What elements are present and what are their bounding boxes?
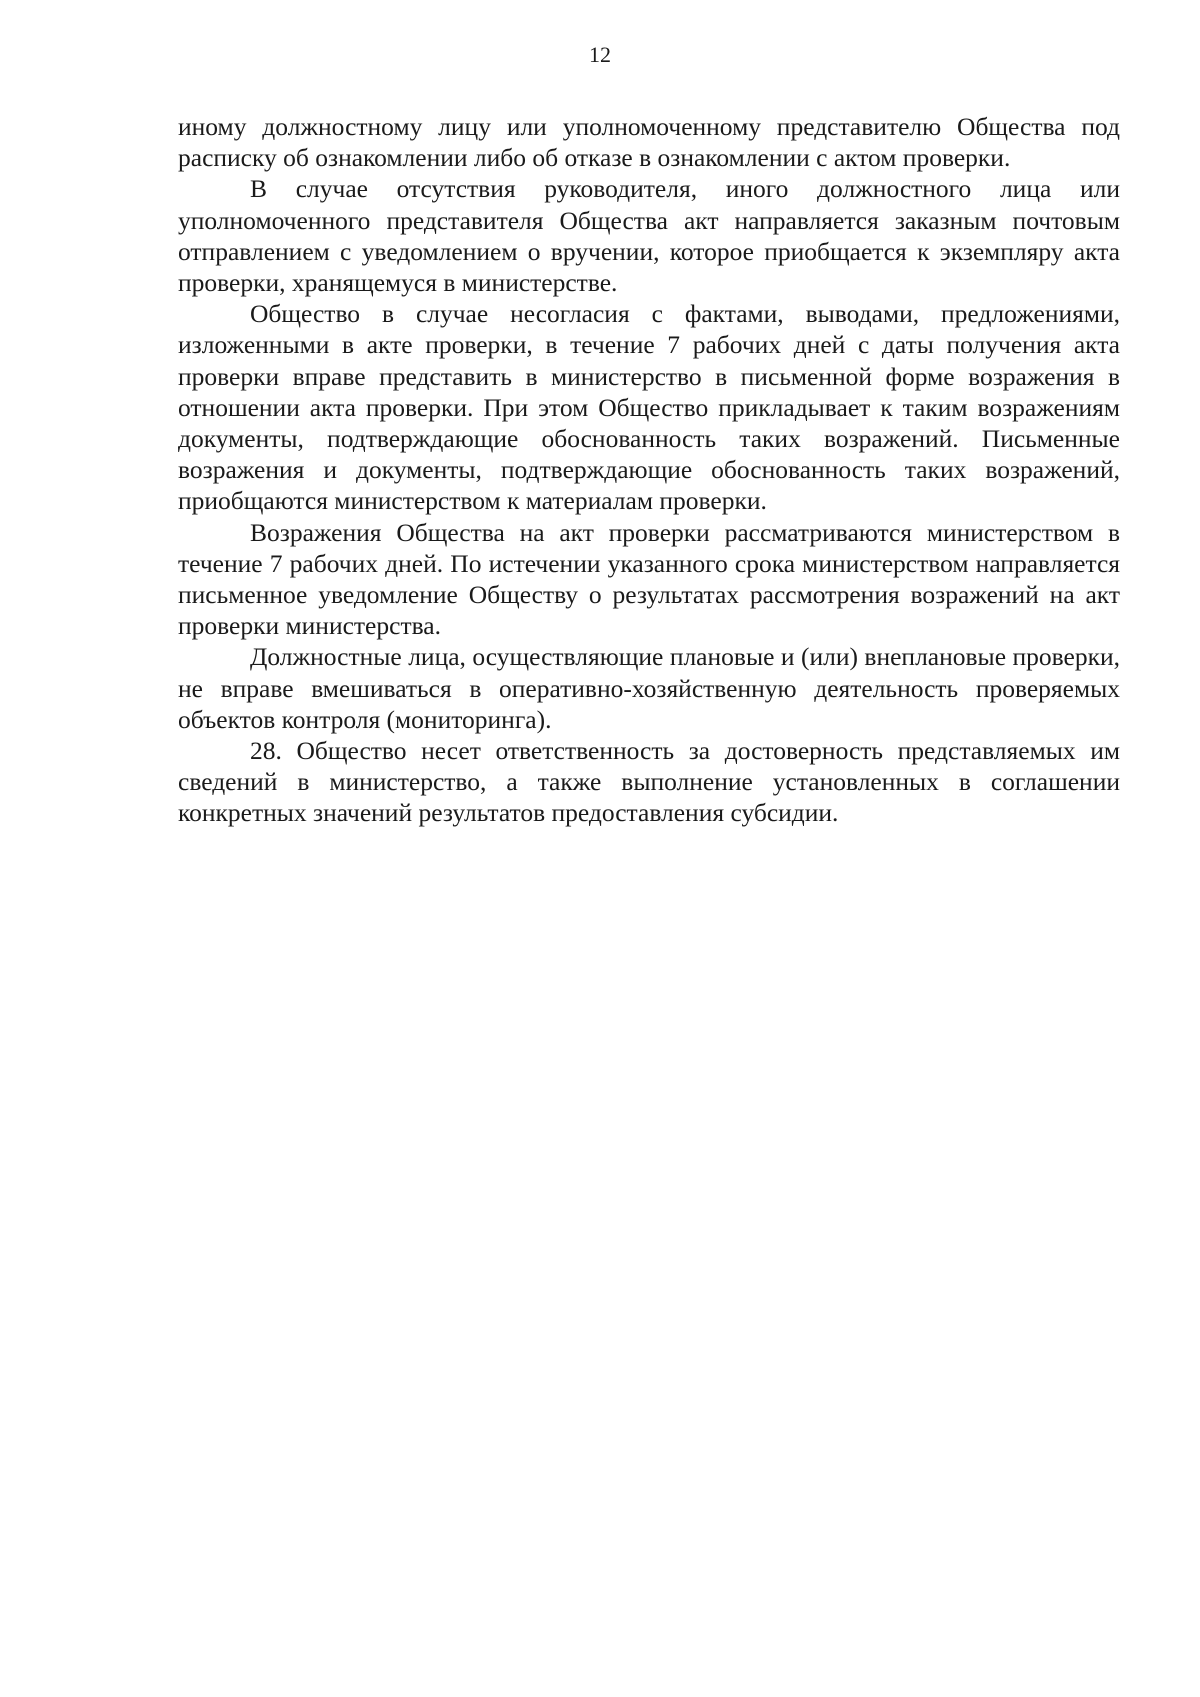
page-number: 12 bbox=[589, 42, 611, 67]
paragraph-officials: Должностные лица, осуществляющие плановые и (или) внеплановые проверки, не вправе вмешиваться в оперативно-хозяйственную деятельность проверяемых объектов контроля (мониторинга). bbox=[178, 642, 1120, 734]
paragraph-objection-review: Возражения Общества на акт проверки рассматриваются министерством в течение 7 рабочих дней. По истечении указанного срока министерством направляется письменное уведомление Обществу о результатах рассмотрения возражений на акт проверки министерства. bbox=[178, 517, 1120, 641]
paragraph-absence-of-head: В случае отсутствия руководителя, иного должностного лица или уполномоченного представителя Общества акт направляется заказным почтовым отправлением с уведомлением о вручении, которое приобщается к экземпляру акта проверки, хранящемуся в министерстве. bbox=[178, 174, 1120, 298]
paragraph-item-28: 28. Общество несет ответственность за достоверность представляемых им сведений в министерство, а также выполнение установленных в соглашении конкретных значений результатов предоставления субсидии. bbox=[178, 736, 1120, 828]
document-body bbox=[178, 111, 1120, 829]
paragraph-objections: Общество в случае несогласия с фактами, выводами, предложениями, изложенными в акте проверки, в течение 7 рабочих дней с даты получения акта проверки вправе представить в министерство в письменной форме возражения в отношении акта проверки. При этом Общество прикладывает к таким возражениям документы, подтверждающие обоснованность таких возражений. Письменные возражения и документы, подтверждающие обоснованность таких возражений, приобщаются министерством к материалам проверки. bbox=[178, 299, 1120, 516]
paragraph-continuation: иному должностному лицу или уполномоченному представителю Общества под расписку об ознакомлении либо об отказе в ознакомлении с актом проверки. bbox=[178, 112, 1120, 173]
